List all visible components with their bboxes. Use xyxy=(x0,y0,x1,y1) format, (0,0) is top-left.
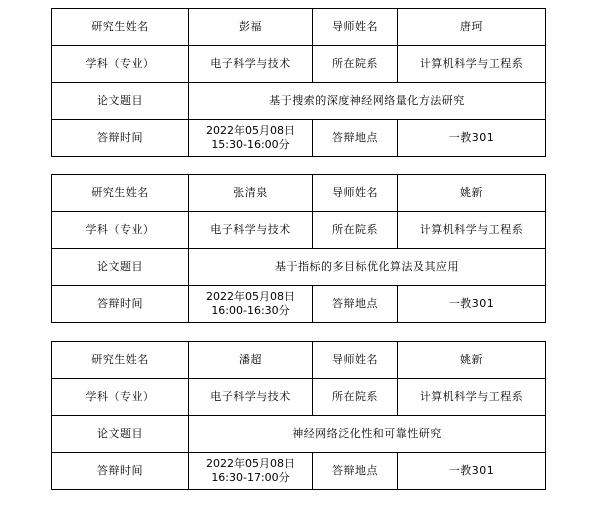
thesis-title-label: 论文题目 xyxy=(52,249,189,286)
discipline-row xyxy=(52,46,546,83)
defense-location-value: 一教301 xyxy=(398,453,546,490)
department-value: 计算机科学与工程系 xyxy=(398,46,546,83)
name-row xyxy=(52,9,546,46)
thesis-title-label: 论文题目 xyxy=(52,83,189,120)
defense-time-range: 16:30-17:00分 xyxy=(211,471,290,484)
discipline-value: 电子科学与技术 xyxy=(189,379,313,416)
student-name-value: 潘超 xyxy=(189,342,313,379)
title-row xyxy=(52,416,546,453)
schedule-row xyxy=(52,453,546,490)
schedule-row xyxy=(52,286,546,323)
department-value: 计算机科学与工程系 xyxy=(398,212,546,249)
defense-date: 2022年05月08日 xyxy=(206,290,295,303)
department-label: 所在院系 xyxy=(313,212,398,249)
discipline-label: 学科（专业） xyxy=(52,46,189,83)
defense-time-range: 16:00-16:30分 xyxy=(211,304,290,317)
thesis-title-value: 基于搜索的深度神经网络量化方法研究 xyxy=(189,83,546,120)
defense-time-value xyxy=(189,286,313,323)
defense-time-value xyxy=(189,453,313,490)
discipline-value: 电子科学与技术 xyxy=(189,212,313,249)
name-row xyxy=(52,342,546,379)
discipline-row xyxy=(52,379,546,416)
title-row xyxy=(52,83,546,120)
discipline-value: 电子科学与技术 xyxy=(189,46,313,83)
advisor-name-label: 导师姓名 xyxy=(313,175,398,212)
student-name-value: 张清泉 xyxy=(189,175,313,212)
defense-location-label: 答辩地点 xyxy=(313,286,398,323)
defense-record-table xyxy=(51,341,546,490)
discipline-label: 学科（专业） xyxy=(52,212,189,249)
title-row xyxy=(52,249,546,286)
defense-time-value xyxy=(189,120,313,157)
advisor-name-label: 导师姓名 xyxy=(313,9,398,46)
department-label: 所在院系 xyxy=(313,46,398,83)
defense-date: 2022年05月08日 xyxy=(206,457,295,470)
schedule-row xyxy=(52,120,546,157)
discipline-row xyxy=(52,212,546,249)
student-name-label: 研究生姓名 xyxy=(52,175,189,212)
defense-location-label: 答辩地点 xyxy=(313,453,398,490)
defense-time-label: 答辩时间 xyxy=(52,120,189,157)
thesis-title-value: 基于指标的多目标优化算法及其应用 xyxy=(189,249,546,286)
student-name-label: 研究生姓名 xyxy=(52,342,189,379)
department-label: 所在院系 xyxy=(313,379,398,416)
defense-time-range: 15:30-16:00分 xyxy=(211,138,290,151)
discipline-label: 学科（专业） xyxy=(52,379,189,416)
defense-location-value: 一教301 xyxy=(398,286,546,323)
student-name-label: 研究生姓名 xyxy=(52,9,189,46)
advisor-name-value: 姚新 xyxy=(398,342,546,379)
name-row xyxy=(52,175,546,212)
thesis-title-label: 论文题目 xyxy=(52,416,189,453)
defense-record-table xyxy=(51,174,546,323)
advisor-name-label: 导师姓名 xyxy=(313,342,398,379)
defense-location-label: 答辩地点 xyxy=(313,120,398,157)
student-name-value: 彭福 xyxy=(189,9,313,46)
defense-location-value: 一教301 xyxy=(398,120,546,157)
advisor-name-value: 唐珂 xyxy=(398,9,546,46)
thesis-title-value: 神经网络泛化性和可靠性研究 xyxy=(189,416,546,453)
defense-time-label: 答辩时间 xyxy=(52,286,189,323)
defense-date: 2022年05月08日 xyxy=(206,124,295,137)
defense-record-table xyxy=(51,8,546,157)
department-value: 计算机科学与工程系 xyxy=(398,379,546,416)
defense-time-label: 答辩时间 xyxy=(52,453,189,490)
advisor-name-value: 姚新 xyxy=(398,175,546,212)
